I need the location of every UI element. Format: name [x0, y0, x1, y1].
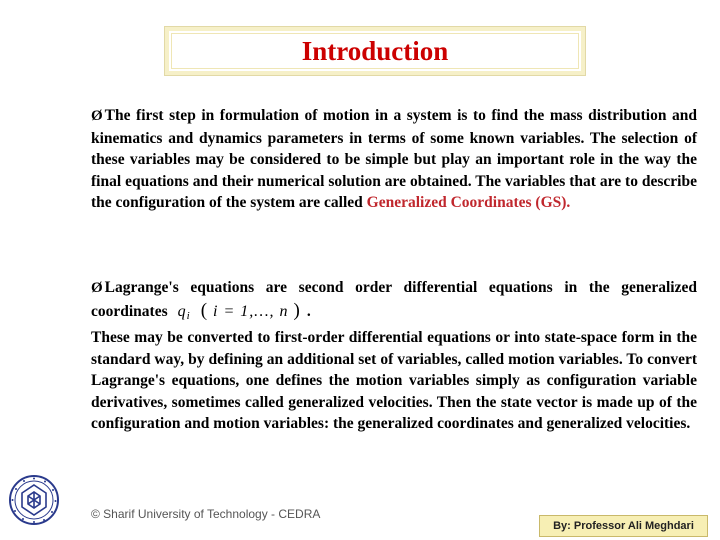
paragraph2-body: These may be converted to first-order differential equations or into state-space form in the standard way, by defining an additional set of variables, called motion variables. To convert Lagrange's equations, one defines the motion variables simply as configuration variable derivatives, sometimes called generalized velocities. Then the state vector is made up of the configuration and motion variables: the generalized coordinates and generalized velocities. — [91, 329, 697, 432]
slide-title: Introduction — [301, 35, 449, 66]
paragraph-lagrange-equations — [91, 277, 697, 435]
paragraph1-text: The first step in formulation of motion in a system is to find the mass distribution and kinematics and dynamics parameters in terms of some known variables. The selection of these variables may be considered to be simple but play an important role in the way the final equations and their numerical solution are obtained. The variables that are to describe the configuration of the system are called — [91, 107, 697, 211]
paragraph-generalized-coordinates — [91, 105, 697, 214]
arrow-bullet-icon: Ø — [91, 108, 103, 124]
generalized-coordinates-highlight: Generalized Coordinates (GS) — [366, 194, 567, 211]
generalized-coordinate-formula: $q_i$ ( i = 1,…, n ) — [177, 299, 301, 322]
paragraph2-period: . — [306, 302, 311, 320]
paragraph2-intro: Lagrange's equations are second order differential equations in the generalized coordinates — [91, 279, 697, 320]
university-logo-icon — [8, 474, 60, 526]
copyright-footer: © Sharif University of Technology - CEDRA — [91, 507, 321, 521]
title-box — [165, 27, 585, 75]
paragraph1-period: . — [566, 194, 571, 211]
arrow-bullet-icon: Ø — [91, 280, 103, 296]
author-badge: By: Professor Ali Meghdari — [539, 515, 708, 537]
